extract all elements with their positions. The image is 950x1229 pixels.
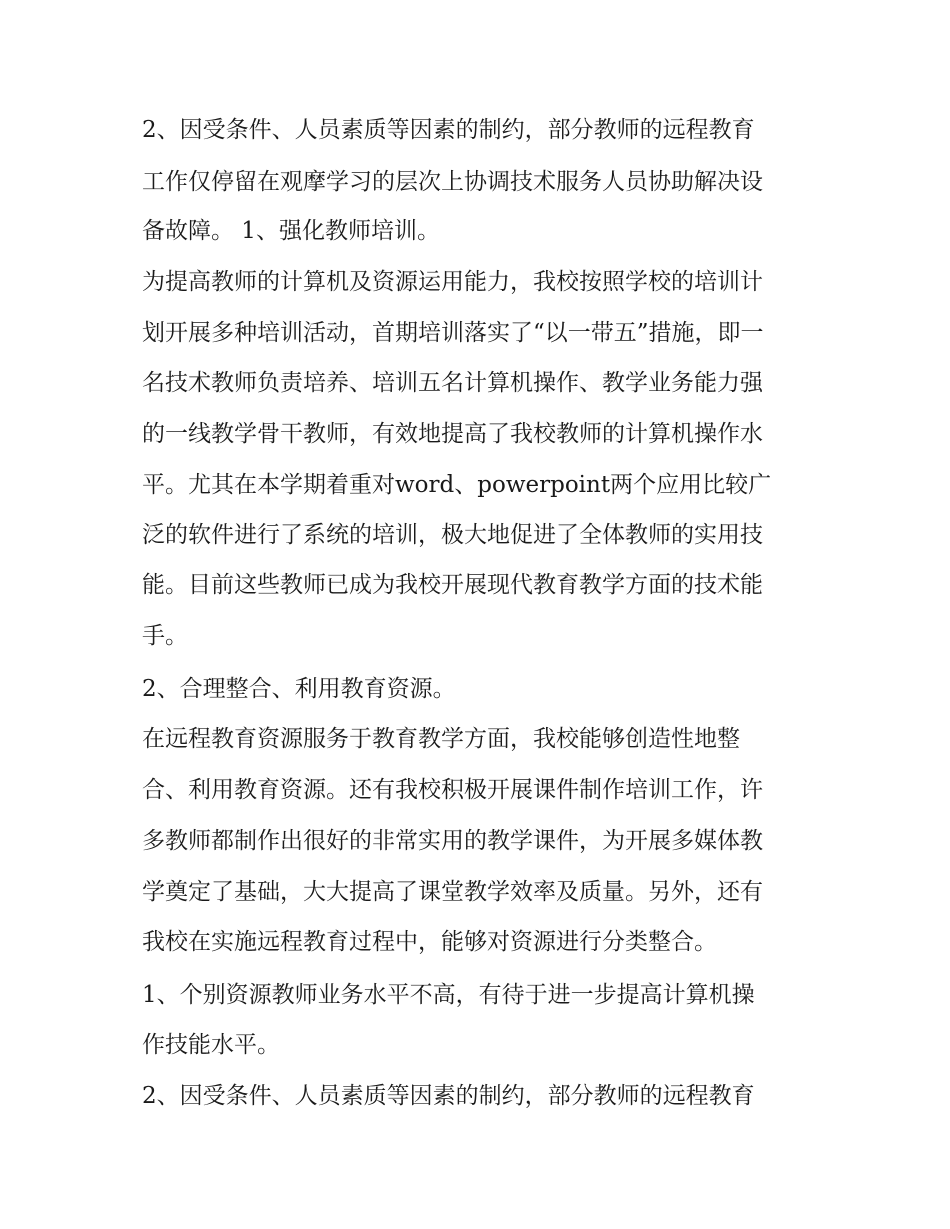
text-line: 平。尤其在本学期着重对word、powerpoint两个应用比较广 [142, 472, 772, 498]
text-line: 合、利用教育资源。还有我校积极开展课件制作培训工作，许 [142, 777, 763, 803]
text-line: 为提高教师的计算机及资源运用能力，我校按照学校的培训计 [142, 269, 763, 295]
text-line: 2、因受条件、人员素质等因素的制约，部分教师的远程教育 [142, 1083, 755, 1109]
text-line: 的一线教学骨干教师，有效地提高了我校教师的计算机操作水 [142, 421, 763, 447]
text-line: 手。 [142, 623, 188, 649]
text-line: 能。目前这些教师已成为我校开展现代教育教学方面的技术能 [142, 572, 763, 598]
text-line: 工作仅停留在观摩学习的层次上协调技术服务人员协助解决设 [142, 169, 763, 195]
text-line: 我校在实施远程教育过程中，能够对资源进行分类整合。 [142, 929, 717, 955]
text-line: 泛的软件进行了系统的培训，极大地促进了全体教师的实用技 [142, 522, 763, 548]
text-line: 学奠定了基础，大大提高了课堂教学效率及质量。另外，还有 [142, 879, 763, 905]
text-line: 作技能水平。 [142, 1032, 280, 1058]
text-line: 2、因受条件、人员素质等因素的制约，部分教师的远程教育 [142, 117, 755, 143]
text-line: 名技术教师负责培养、培训五名计算机操作、教学业务能力强 [142, 370, 763, 396]
text-line: 划开展多种培训活动，首期培训落实了“以一带五”措施，即一 [142, 320, 764, 346]
text-line: 在远程教育资源服务于教育教学方面，我校能够创造性地整 [142, 726, 740, 752]
text-line: 备故障。 1、强化教师培训。 [142, 218, 440, 244]
text-line: 2、合理整合、利用教育资源。 [142, 676, 456, 702]
text-line: 1、个别资源教师业务水平不高，有待于进一步提高计算机操 [142, 982, 755, 1008]
text-line: 多教师都制作出很好的非常实用的教学课件，为开展多媒体教 [142, 828, 763, 854]
